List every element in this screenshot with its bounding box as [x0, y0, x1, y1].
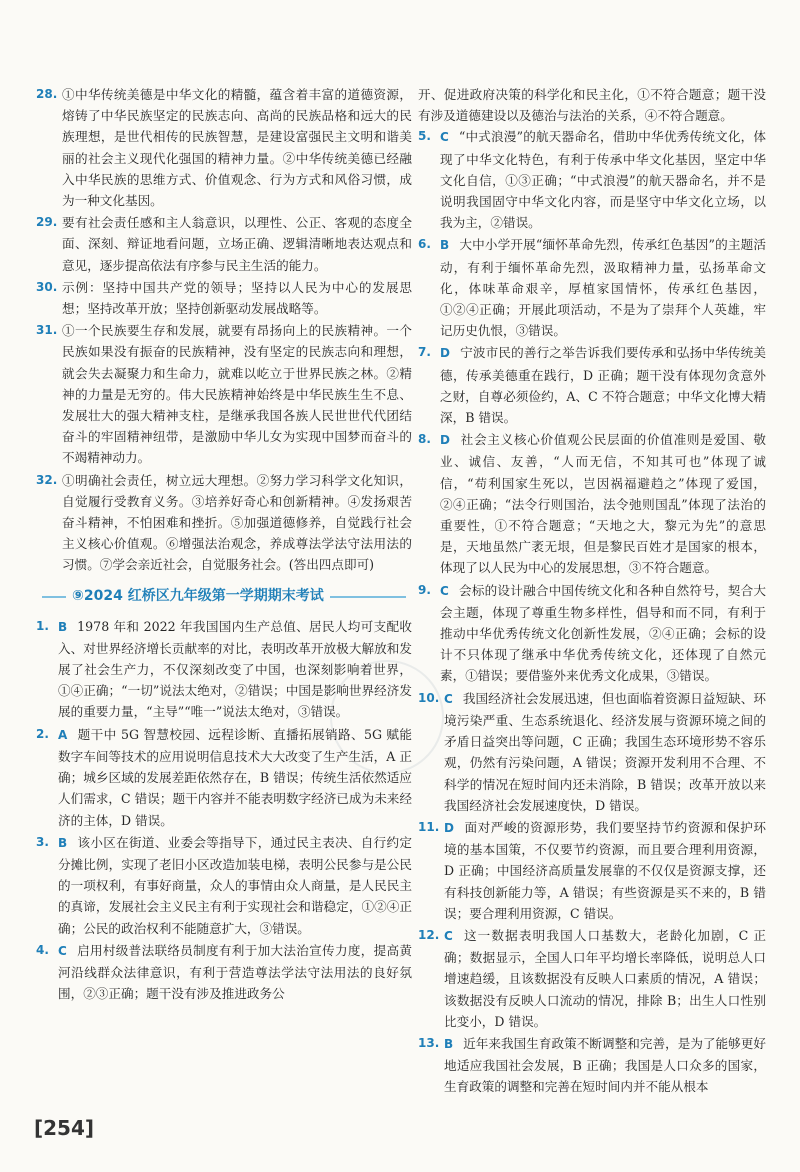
item-text: ①一个民族要生存和发展，就要有昂扬向上的民族精神。一个民族如果没有振奋的民族精神，没有坚定的民族志向和理想，就会失去凝聚力和生命力，就难以屹立于世界民族之林。②精神的力量是无穷的。伟大民族精神始终是中华民族生生不息、发展壮大的强大精神支柱，是继承我国各族人民世世代代团结奋斗的牢固精神纽带，是激励中华儿女为实现中国梦而奋斗的不竭精神动力。: [62, 323, 412, 466]
item-text: ①中华传统美德是中华文化的精髓，蕴含着丰富的道德资源，熔铸了中华民族坚定的民族志向、高尚的民族品格和远大的民族理想，是世代相传的民族智慧，是建设富强民主文明和谐美丽的社会主义现代化强国的精神力量。②中华传统美德已经融入中华民族的思维方式、价值观念、行为方式和风俗习惯，成为一种文化基因。: [62, 87, 412, 209]
item-text-wrap: [62, 277, 412, 319]
item-text-wrap: [444, 925, 766, 1032]
item-text: 这一数据表明我国人口基数大，老龄化加剧，C 正确；数据显示，全国人口年平均增长率降低，说明总人口增速趋缓，且该数据没有反映人口素质的情况，A 错误；该数据没有反映人口流动的情况，排除 B；出生人口性别比变小，D 错误。: [444, 927, 766, 1029]
item-text-wrap: [440, 234, 766, 341]
item-text: 宁波市民的善行之举告诉我们要传承和弘扬中华传统美德，传承美德重在践行，D 正确；题干没有体现勿贪意外之财，自尊必须俭约，A、C 不符合题意；中华文化博大精深，B 错误。: [440, 345, 766, 426]
item-number: 31.: [36, 323, 58, 338]
left-column: [36, 84, 412, 1005]
item-text-wrap: [58, 940, 412, 1005]
item-text: “中式浪漫”的航天器命名，借助中华优秀传统文化，体现了中华文化特色，有利于传承中华文化基因，坚定中华文化自信，①③正确；“中式浪漫”的航天器命名，并不是说明我国固守中华文化内容，而是坚守中华文化立场，以我为主，②错误。: [440, 129, 766, 231]
answer-item: [418, 688, 766, 816]
item-text: 会标的设计融合中国传统文化和各种自然符号，契合大会主题，体现了尊重生物多样性，倡导和而不同，有利于推动中华优秀传统文化创新性发展，②④正确；会标的设计不只体现了继承中华优秀传统文化，还体现了自然元素，①错误；要借鉴外来优秀文化成果，③错误。: [440, 582, 766, 684]
page-number-value: 254: [43, 1116, 85, 1140]
item-text-wrap: [440, 580, 766, 687]
item-number: 30.: [36, 279, 58, 294]
item-text-wrap: [444, 817, 766, 924]
item-number: 8.: [418, 432, 431, 447]
item-text-wrap: [62, 320, 412, 468]
answer-item: [418, 126, 766, 233]
item-number: 32.: [36, 472, 58, 487]
item-text: 题干中 5G 智慧校园、远程诊断、直播拓展销路、5G 赋能数字车间等技术的应用说明信息技术大大改变了生产生活，A 正确；城乡区域的发展差距依然存在，B 错误；传统生活依然适应人们需求，C 错误；题干内容并不能表明数字经济已成为未来经济的主体，D 错误。: [58, 726, 412, 828]
item-number: 7.: [418, 345, 431, 360]
answer-item: [418, 1033, 766, 1098]
item-text: 面对严峻的资源形势，我们要坚持节约资源和保护环境的基本国策，不仅要节约资源，而且要合理利用资源，D 正确；中国经济高质量发展靠的不仅仅是资源支撑，还有科技创新能力等，A 错误；有些资源是买不来的，B 错误；要合理利用资源，C 错误。: [444, 819, 766, 921]
item-number: 9.: [418, 582, 431, 597]
answer-item: [418, 580, 766, 687]
answer-item: [418, 925, 766, 1032]
answer-letter: B: [444, 1036, 454, 1051]
item-text-wrap: [440, 126, 766, 233]
item-number: 6.: [418, 237, 431, 252]
item-text: 示例：坚持中国共产党的领导；坚持以人民为中心的发展思想；坚持改革开放；坚持创新驱动发展战略等。: [62, 279, 412, 317]
item-number: 1.: [36, 618, 49, 633]
answer-item: [36, 470, 412, 576]
answer-letter: D: [444, 820, 454, 835]
item-text-wrap: [62, 470, 412, 576]
item-text-wrap: [58, 616, 412, 723]
item-number: 3.: [36, 834, 49, 849]
item-text: 大中小学开展“缅怀革命先烈，传承红色基因”的主题活动，有利于缅怀革命先烈，汲取精神力量，弘扬革命文化，体味革命艰辛，厚植家国情怀，传承红色基因，①②④正确；开展此项活动，不是为了崇拜个人英雄，牢记历史仇恨，③错误。: [440, 237, 766, 339]
right-column: [418, 84, 766, 1099]
item-text: 近年来我国生育政策不断调整和完善，是为了能够更好地适应我国社会发展，B 正确；我国是人口众多的国家，生育政策的调整和完善在短时间内并不能从根本: [444, 1035, 766, 1095]
item-text-wrap: [62, 212, 412, 276]
answer-letter: A: [58, 727, 68, 742]
answer-letter: C: [440, 583, 449, 598]
answer-item: [36, 212, 412, 276]
item-number: 29.: [36, 215, 58, 230]
item-text-wrap: [444, 1033, 766, 1098]
item-text-wrap: [58, 724, 412, 831]
item-text: ①明确社会责任，树立远大理想。②努力学习科学文化知识，自觉履行受教育义务。③培养好奇心和创新精神。④发扬艰苦奋斗精神，不怕困难和挫折。⑤加强道德修养，自觉践行社会主义核心价值观。⑥增强法治观念，养成尊法学法守法用法的习惯。⑦学会亲近社会，自觉服务社会。(答出四点即可): [62, 472, 412, 573]
section-title: [36, 586, 412, 608]
answer-item: [36, 616, 412, 723]
item-text-wrap: [440, 429, 766, 578]
answer-letter: D: [440, 433, 450, 448]
answer-item: [418, 342, 766, 428]
title-rule-right: [330, 596, 406, 598]
answer-letter: B: [58, 619, 68, 634]
answer-item: [418, 817, 766, 924]
item-text-wrap: [58, 832, 412, 939]
answer-item: [418, 234, 766, 341]
item-text: 该小区在街道、业委会等指导下，通过民主表决、自行约定分摊比例，实现了老旧小区改造加装电梯，表明公民参与是公民的一项权利，有事好商量，众人的事情由众人商量，是人民民主的真谛，发展社会主义民主有利于实现社会和谐稳定，①②④正确；公民的政治权利不能随意扩大，③错误。: [58, 834, 412, 936]
answer-item: [36, 724, 412, 831]
item-number: 4.: [36, 942, 49, 957]
item-text-wrap: [444, 688, 766, 816]
answer-item: [36, 832, 412, 939]
page-number: [254]: [34, 1116, 95, 1140]
answer-letter: B: [58, 835, 68, 850]
answer-letter: C: [440, 130, 449, 145]
answer-item: [418, 429, 766, 578]
item-text-wrap: [440, 342, 766, 428]
item-text: 我国经济社会发展迅速，但也面临着资源日益短缺、环境污染严重、生态系统退化、经济发展与资源环境之间的矛盾日益突出等问题，C 正确；我国生态环境形势不容乐观，仍然有污染问题，A 错误；资源开发利用不合理、不科学的情况在短时间内还未消除，B 错误；改革开放以来我国经济社会发展速度快，D 错误。: [444, 690, 766, 813]
item-number: 28.: [36, 87, 58, 101]
item-text-wrap: [62, 84, 412, 211]
item-text: 1978 年和 2022 年我国国内生产总值、居民人均可支配收入、对世界经济增长贡献率的对比，表明改革开放极大解放和发展了社会生产力，不仅深刻改变了中国，也深刻影响着世界，①④正确；“一切”说法太绝对，②错误；中国是影响世界经济发展的重要力量，“主导”“唯一”说法太绝对，③错误。: [58, 618, 412, 720]
answer-letter: C: [444, 928, 453, 943]
answer-letter: B: [440, 238, 450, 253]
item-number: 13.: [418, 1035, 440, 1050]
answer-letter: C: [444, 691, 453, 706]
item-number: 5.: [418, 129, 431, 144]
answer-letter: D: [440, 346, 450, 361]
section-title-text: ⑨2024 红桥区九年级第一学期期末考试: [72, 588, 324, 605]
title-rule-left: [42, 596, 66, 598]
item-text: 社会主义核心价值观公民层面的价值准则是爱国、敬业、诚信、友善，“人而无信，不知其可也”体现了诚信，“苟利国家生死以，岂因祸福避趋之”体现了爱国，②④正确；“法令行则国治，法令弛则国乱”体现了法治的重要性，①不符合题意；“天地之大，黎元为先”的意思是，天地虽然广袤无垠，但是黎民百姓才是国家的根本，体现了以人民为中心的发展思想，③不符合题意。: [440, 432, 766, 576]
item-text: 要有社会责任感和主人翁意识，以理性、公正、客观的态度全面、深刻、辩证地看问题，立场正确、逻辑清晰地表达观点和意见，逐步提高依法有序参与民主生活的能力。: [62, 215, 412, 273]
item-number: 12.: [418, 927, 440, 942]
answer-item: [36, 320, 412, 468]
answer-letter: C: [58, 943, 67, 958]
item-number: 11.: [418, 819, 440, 834]
item-number: 10.: [418, 690, 440, 705]
answer-item: [36, 940, 412, 1005]
item-number: 2.: [36, 726, 49, 741]
item-text: 启用村级普法联络员制度有利于加大法治宣传力度，提高黄河沿线群众法律意识，有利于营造尊法学法守法用法的良好氛围，②③正确；题干没有涉及推进政务公: [58, 942, 412, 1002]
answer-item: [36, 277, 412, 319]
answer-item: [36, 84, 412, 211]
continued-text: 开、促进政府决策的科学化和民主化，①不符合题意；题干没有涉及道德建设以及德治与法治的关系，④不符合题意。: [418, 87, 766, 124]
